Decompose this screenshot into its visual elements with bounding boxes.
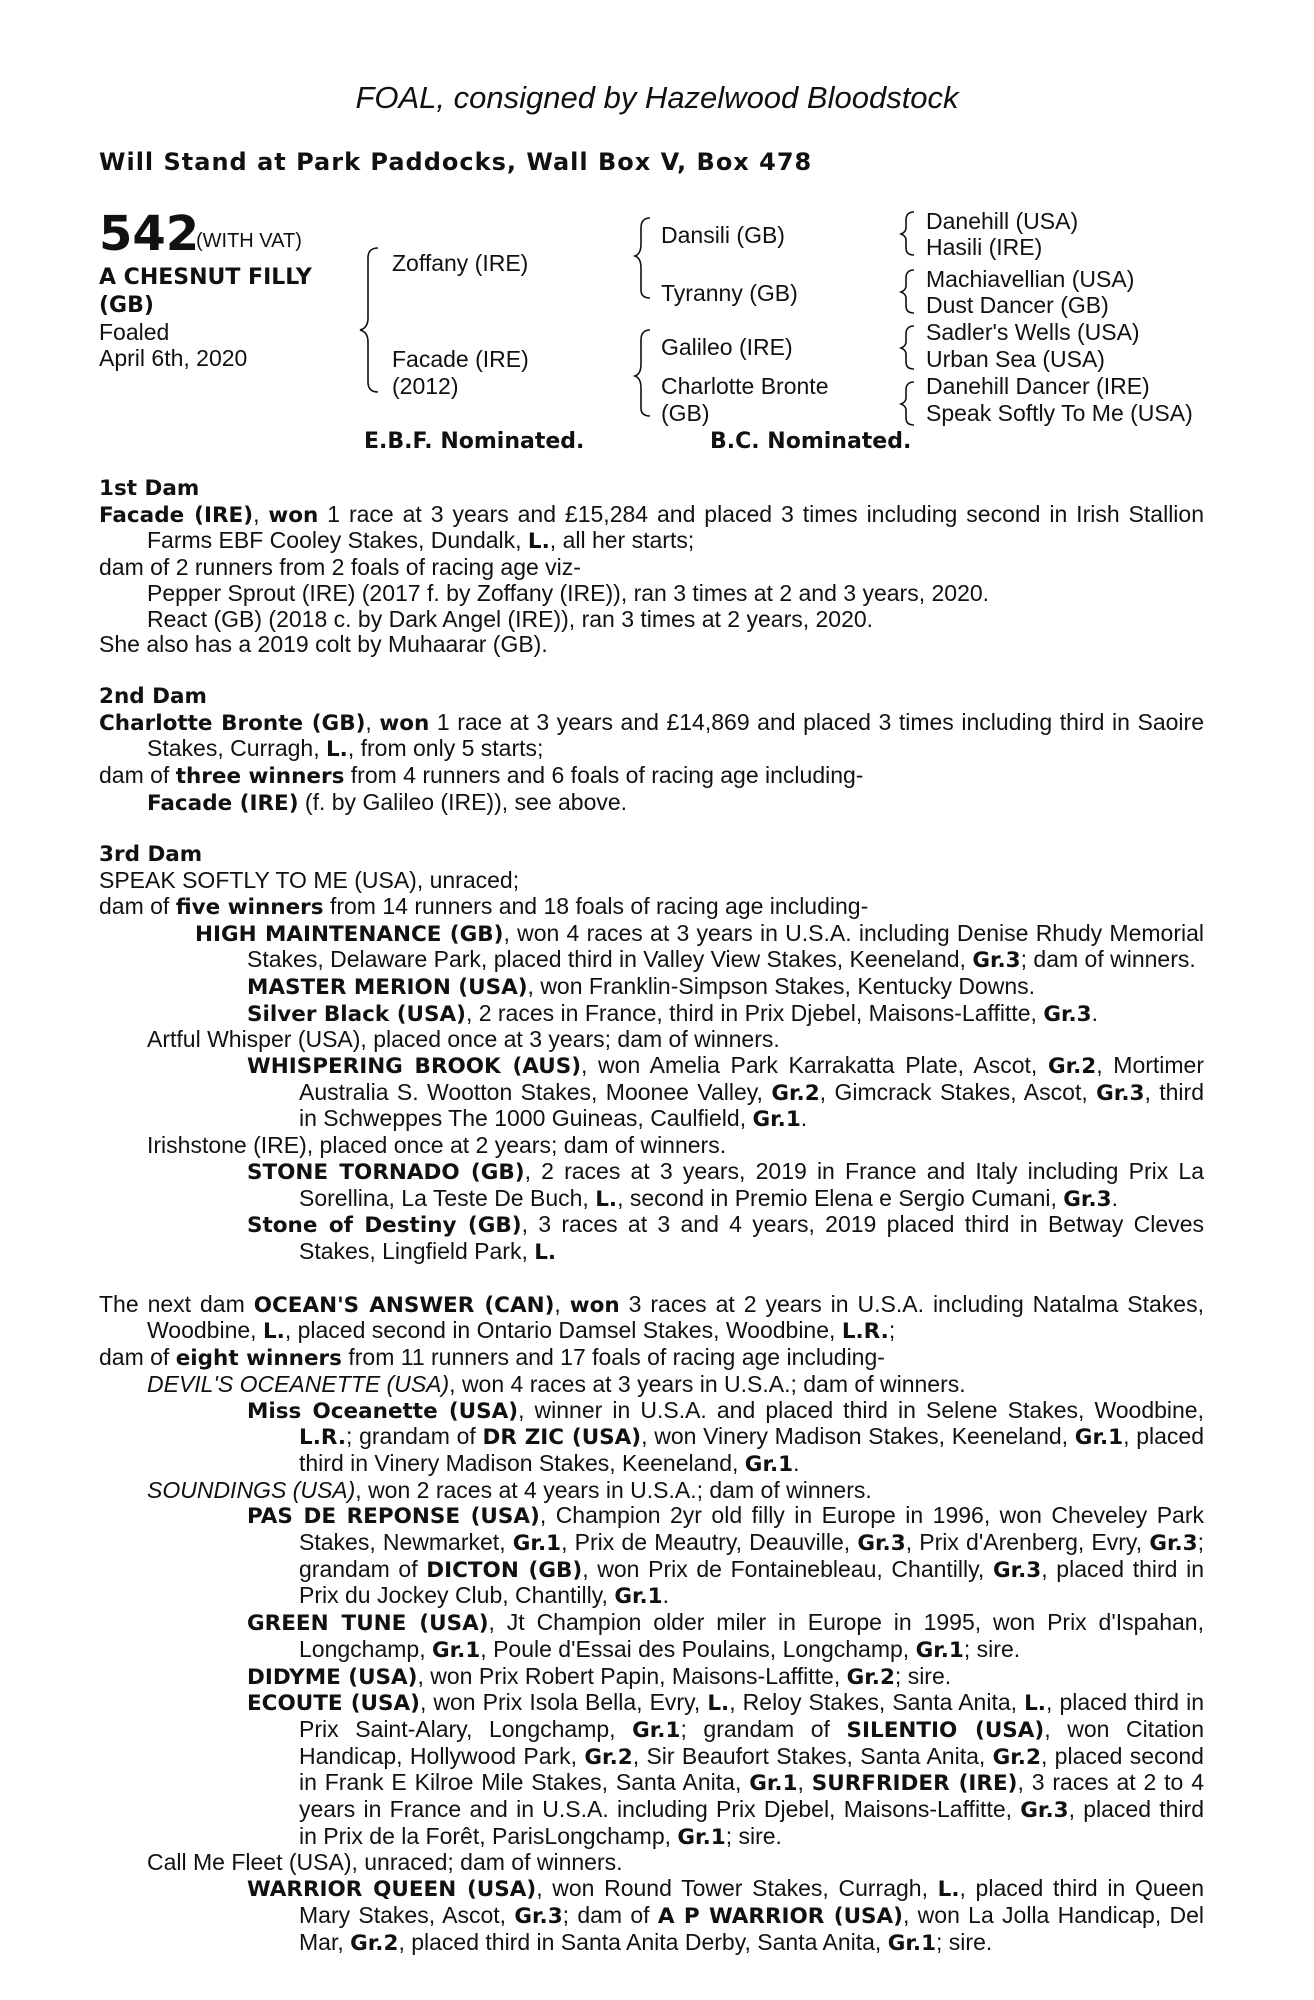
pedigree-sds: Machiavellian (USA) bbox=[926, 266, 1135, 292]
stand-location: Will Stand at Park Paddocks, Wall Box V, Box 478 bbox=[99, 148, 813, 176]
pedigree-dss: Sadler's Wells (USA) bbox=[926, 319, 1140, 345]
runner-entry: Pepper Sprout (IRE) (2017 f. by Zoffany (IRE)), ran 3 times at 2 and 3 years, 2020. bbox=[147, 579, 990, 606]
catalogue-body bbox=[99, 476, 1204, 1956]
pedigree-ssd: Hasili (IRE) bbox=[926, 234, 1043, 260]
second-dam-entry: Charlotte Bronte (GB), won 1 race at 3 years and £14,869 and placed 3 times including third in Saoire Stakes, Curragh, L., from only 5 starts; bbox=[99, 708, 1204, 763]
bc-nominated: B.C. Nominated. bbox=[710, 429, 912, 454]
progeny-entry: WHISPERING BROOK (AUS), won Amelia Park Karrakatta Plate, Ascot, Gr.2, Mortimer Australia S. Wootton Stakes, Moonee Valley, Gr.2, Gimcrack Stakes, Ascot, Gr.3, third in Schweppes The 1000 Guineas, Caulfield, Gr.1. bbox=[247, 1052, 1205, 1133]
progeny-entry: Call Me Fleet (USA), unraced; dam of winners. bbox=[147, 1849, 623, 1876]
progeny-entry: PAS DE REPONSE (USA), Champion 2yr old filly in Europe in 1996, won Cheveley Park Stakes, Newmarket, Gr.1, Prix de Meautry, Deauville, Gr.3, Prix d'Arenberg, Evry, Gr.3; grandam of DICTON (GB), won Prix de Fontainebleau, Chantilly, Gr.3, placed third in Prix du Jockey Club, Chantilly, Gr.1. bbox=[247, 1502, 1205, 1610]
pedigree-dam-year: (2012) bbox=[392, 373, 459, 399]
progeny-entry: DEVIL'S OCEANETTE (USA), won 4 races at 3 years in U.S.A.; dam of winners. bbox=[147, 1370, 966, 1397]
progeny-entry: ECOUTE (USA), won Prix Isola Bella, Evry, L., Reloy Stakes, Santa Anita, L., placed third in Prix Saint-Alary, Longchamp, Gr.1; grandam of SILENTIO (USA), won Citation Handicap, Hollywood Park, Gr.2, Sir Beaufort Stakes, Santa Anita, Gr.2, placed second in Frank E Kilroe Mile Stakes, Santa Anita, Gr.1, SURFRIDER (IRE), 3 races at 2 to 4 years in France and in U.S.A. including Prix Djebel, Maisons-Laffitte, Gr.3, placed third in Prix de la Forêt, ParisLongchamp, Gr.1; sire. bbox=[247, 1689, 1205, 1850]
lot-number: 542 bbox=[99, 206, 200, 262]
second-dam-heading: 2nd Dam bbox=[99, 683, 207, 709]
progeny-entry: HIGH MAINTENANCE (GB), won 4 races at 3 years in U.S.A. including Denise Rhudy Memorial Stakes, Delaware Park, placed third in Valley View Stakes, Keeneland, Gr.3; dam of winners. bbox=[195, 919, 1204, 974]
progeny-entry: Stone of Destiny (GB), 3 races at 3 and 4 years, 2019 placed third in Betway Cleves Stakes, Lingfield Park, L. bbox=[247, 1211, 1204, 1265]
pedigree-sss: Danehill (USA) bbox=[926, 208, 1079, 234]
pedigree-dam: Facade (IRE) bbox=[392, 346, 529, 372]
progeny-entry: Artful Whisper (USA), placed once at 3 years; dam of winners. bbox=[147, 1026, 780, 1053]
first-dam-also: She also has a 2019 colt by Muhaarar (GB). bbox=[99, 631, 548, 658]
pedigree-sire-sire: Dansili (GB) bbox=[661, 222, 785, 248]
third-dam-heading: 3rd Dam bbox=[99, 842, 203, 868]
first-dam-entry: Facade (IRE), won 1 race at 3 years and £15,284 and placed 3 times including second in Irish Stallion Farms EBF Cooley Stakes, Dundalk, L., all her starts; bbox=[99, 500, 1204, 555]
progeny-entry: Silver Black (USA), 2 races in France, third in Prix Djebel, Maisons-Laffitte, Gr.3. bbox=[247, 999, 1099, 1027]
page-title: FOAL, consigned by Hazelwood Bloodstock bbox=[355, 80, 959, 115]
runner-entry: React (GB) (2018 c. by Dark Angel (IRE)), ran 3 times at 2 years, 2020. bbox=[147, 605, 874, 632]
progeny-entry: Irishstone (IRE), placed once at 2 years; dam of winners. bbox=[147, 1132, 727, 1159]
first-dam-dam-of: dam of 2 runners from 2 foals of racing age viz- bbox=[99, 554, 581, 581]
dam-name: Facade (IRE) bbox=[99, 502, 254, 528]
third-dam-dam-of: dam of five winners from 14 runners and 18 foals of racing age including- bbox=[99, 892, 869, 920]
first-dam-heading: 1st Dam bbox=[99, 476, 200, 501]
pedigree-sire-dam: Tyranny (GB) bbox=[661, 280, 798, 306]
pedigree-sdd: Dust Dancer (GB) bbox=[926, 292, 1109, 318]
progeny-entry: STONE TORNADO (GB), 2 races at 3 years, 2019 in France and Italy including Prix La Sorellina, La Teste De Buch, L., second in Premio Elena e Sergio Cumani, Gr.3. bbox=[247, 1157, 1204, 1212]
pedigree-dsd: Urban Sea (USA) bbox=[926, 346, 1105, 372]
pedigree-ddd: Speak Softly To Me (USA) bbox=[926, 400, 1193, 426]
pedigree-sire: Zoffany (IRE) bbox=[392, 250, 529, 276]
third-dam-name: SPEAK SOFTLY TO ME (USA), unraced; bbox=[99, 867, 520, 894]
progeny-entry: DIDYME (USA), won Prix Robert Papin, Maisons-Laffitte, Gr.2; sire. bbox=[247, 1662, 952, 1690]
pedigree-dam-sire: Galileo (IRE) bbox=[661, 334, 793, 360]
progeny-entry: MASTER MERION (USA), won Franklin-Simpson Stakes, Kentucky Downs. bbox=[247, 972, 1036, 1000]
pedigree-dam-dam-country: (GB) bbox=[661, 400, 710, 426]
lot-vat: (WITH VAT) bbox=[196, 230, 302, 252]
second-dam-dam-of: dam of three winners from 4 runners and 6 foals of racing age including- bbox=[99, 762, 864, 790]
ebf-nominated: E.B.F. Nominated. bbox=[364, 429, 585, 454]
foaled-date: April 6th, 2020 bbox=[99, 345, 248, 371]
lot-description-country: (GB) bbox=[99, 293, 154, 318]
dam-name: Charlotte Bronte (GB) bbox=[99, 710, 366, 736]
pedigree-dam-dam: Charlotte Bronte bbox=[661, 373, 829, 399]
next-dam-dam-of: dam of eight winners from 11 runners and 17 foals of racing age including- bbox=[99, 1344, 885, 1372]
progeny-entry: WARRIOR QUEEN (USA), won Round Tower Stakes, Curragh, L., placed third in Queen Mary Stakes, Ascot, Gr.3; dam of A P WARRIOR (USA), won La Jolla Handicap, Del Mar, Gr.2, placed third in Santa Anita Derby, Santa Anita, Gr.1; sire. bbox=[247, 1875, 1205, 1956]
next-dam-entry: The next dam OCEAN'S ANSWER (CAN), won 3 races at 2 years in U.S.A. including Natalma Stakes, Woodbine, L., placed second in Ontario Damsel Stakes, Woodbine, L.R.; bbox=[99, 1290, 1204, 1345]
lot-description: A CHESNUT FILLY bbox=[99, 265, 312, 290]
progeny-entry: GREEN TUNE (USA), Jt Champion older miler in Europe in 1995, won Prix d'Ispahan, Longchamp, Gr.1, Poule d'Essai des Poulains, Longchamp, Gr.1; sire. bbox=[247, 1609, 1204, 1663]
pedigree-dds: Danehill Dancer (IRE) bbox=[926, 373, 1150, 399]
progeny-entry: Miss Oceanette (USA), winner in U.S.A. and placed third in Selene Stakes, Woodbine, L.R.; grandam of DR ZIC (USA), won Vinery Madison Stakes, Keeneland, Gr.1, placed third in Vinery Madison Stakes, Keeneland, Gr.1. bbox=[247, 1396, 1204, 1477]
progeny-entry: Facade (IRE) (f. by Galileo (IRE)), see above. bbox=[147, 788, 628, 816]
foaled-label: Foaled bbox=[99, 319, 170, 345]
progeny-entry: SOUNDINGS (USA), won 2 races at 4 years in U.S.A.; dam of winners. bbox=[147, 1476, 872, 1503]
